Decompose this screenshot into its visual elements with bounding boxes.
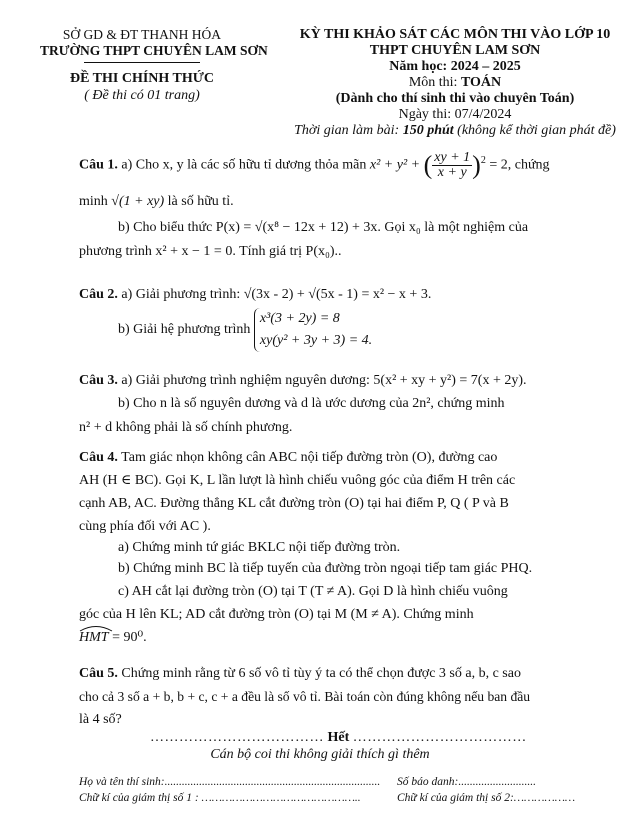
page-count-note: ( Đề thi có 01 trang) — [84, 88, 200, 103]
arc-label: HMT — [79, 630, 109, 645]
question-1-a: Câu 1. a) Cho x, y là các số hữu tỉ dương thỏa mãn x² + y² + ( $\frac{xy + 1}{x + y}$ )$^2$ = 2, chứng — [79, 149, 550, 180]
arc-mark-icon — [79, 624, 113, 632]
candidate-number-field: Số báo danh:........................... — [397, 776, 536, 788]
school-name: TRƯỜNG THPT CHUYÊN LAM SƠN — [40, 43, 268, 58]
question-4-c-line3 — [79, 627, 147, 649]
system-equation-2: xy(y² + 3y + 3) = 4. — [259, 333, 373, 348]
end-dots-left: ……………………………… — [150, 730, 324, 745]
question-1-sqrt-expression: √(1 + xy) — [111, 194, 165, 209]
question-3-a — [79, 370, 527, 392]
subject-line — [290, 75, 620, 91]
exam-date: Ngày thi: 07/4/2024 — [398, 107, 512, 122]
question-2-label: Câu 2. — [79, 287, 118, 302]
question-5-text: Chứng minh rằng từ 6 số vô tỉ tùy ý ta có thể chọn được 3 số a, b, c sao — [121, 666, 521, 681]
candidate-name-field: Họ và tên thí sinh:........................................................................... — [79, 776, 381, 788]
question-2-b — [118, 308, 372, 352]
exam-school: THPT CHUYÊN LAM SƠN — [369, 43, 541, 58]
header-divider-left — [84, 62, 200, 63]
question-5-line2: cho cả 3 số a + b, b + c, c + a đều là số vô tỉ. Bài toán còn đúng không nếu ban đầu — [79, 689, 531, 704]
question-3-label: Câu 3. — [79, 373, 118, 388]
arc-equals: = 90⁰. — [112, 630, 147, 645]
subject-label: Môn thi: — [408, 75, 458, 90]
question-4-a: a) Chứng minh tứ giác BKLC nội tiếp đường tròn. — [118, 540, 401, 555]
question-5-line3: là 4 số? — [79, 712, 122, 727]
question-1-b-line1: b) Cho biểu thức P(x) = √(x⁸ − 12x + 12) + 3x. Gọi x₀ là một nghiệm của — [118, 220, 529, 235]
question-3-a-text: a) Giải phương trình nghiệm nguyên dương: 5(x² + xy + y²) = 7(x + 2y). — [121, 373, 527, 388]
question-4-line3: cạnh AB, AC. Đường thẳng KL cắt đường tròn (O) tại hai điểm P, Q ( P và B — [79, 496, 509, 511]
fraction-denominator: x + y — [437, 164, 467, 180]
question-4-text: Tam giác nhọn không cân ABC nội tiếp đường tròn (O), đường cao — [121, 450, 498, 465]
arc-angle — [79, 627, 109, 649]
question-3-b-line2: n² + d không phải là số chính phương. — [79, 420, 293, 435]
department-name: SỞ GD & ĐT THANH HÓA — [62, 27, 222, 42]
question-4-line4: cùng phía đối với AC ). — [79, 519, 211, 534]
proctor-1-signature-field: Chữ kí của giám thị số 1 : ……………………………………….. — [79, 792, 361, 804]
school-year: Năm học: 2024 – 2025 — [389, 59, 521, 74]
exam-title: KỲ THI KHẢO SÁT CÁC MÔN THI VÀO LỚP 10 — [299, 27, 611, 42]
question-5-line1 — [79, 663, 521, 685]
question-5-label: Câu 5. — [79, 666, 118, 681]
proctor-2-signature-field: Chữ kí của giám thị số 2:……………… — [397, 792, 576, 804]
subject-value: TOÁN — [460, 75, 502, 90]
question-1-prove-word: minh — [79, 194, 108, 209]
question-2-a — [79, 284, 431, 306]
question-1-fraction — [432, 151, 472, 180]
time-suffix: (không kể thời gian phát đề) — [457, 123, 616, 138]
question-1-a-text: a) Cho x, y là các số hữu tỉ dương thỏa mãn — [121, 157, 367, 173]
question-1-formula-right: = 2, chứng — [489, 157, 550, 173]
question-1-b-line2: phương trình x² + x − 1 = 0. Tính giá trị P(x₀).. — [79, 244, 342, 259]
question-1-a-line2 — [79, 191, 234, 213]
question-2-a-text: a) Giải phương trình: √(3x - 2) + √(5x - 1) = x² − x + 3. — [121, 287, 432, 302]
question-1-prove-suffix: là số hữu tỉ. — [167, 194, 234, 209]
question-1-label: Câu 1. — [79, 157, 118, 173]
question-1-formula-left: x² + y² + — [369, 157, 421, 173]
question-4-b: b) Chứng minh BC là tiếp tuyến của đường tròn ngoại tiếp tam giác PHQ. — [118, 561, 533, 576]
question-4-c-line2: góc của H lên KL; AD cắt đường tròn (O) tại M (M ≠ A). Chứng minh — [79, 607, 474, 622]
question-3-b-line1: b) Cho n là số nguyên dương và d là ước dương của 2n², chứng minh — [118, 396, 505, 411]
time-prefix: Thời gian làm bài: — [294, 123, 400, 138]
question-4-line1 — [79, 447, 497, 469]
time-limit — [284, 123, 626, 139]
time-value: 150 phút — [402, 123, 454, 138]
official-label: ĐỀ THI CHÍNH THỨC — [69, 71, 215, 86]
question-4-c-line1: c) AH cắt lại đường tròn (O) tại T (T ≠ A). Gọi D là hình chiếu vuông — [118, 584, 508, 599]
target-candidates: (Dành cho thí sinh thi vào chuyên Toán) — [335, 91, 575, 106]
equation-system — [254, 308, 372, 352]
end-word: Hết — [327, 730, 350, 745]
system-equation-1: x³(3 + 2y) = 8 — [259, 311, 340, 326]
fraction-numerator: xy + 1 — [434, 149, 471, 165]
proctor-note: Cán bộ coi thi không giải thích gì thêm — [210, 747, 430, 762]
question-2-b-text: b) Giải hệ phương trình — [118, 322, 251, 337]
question-4-label: Câu 4. — [79, 450, 118, 465]
end-dots-right: ……………………………… — [352, 730, 527, 745]
question-4-line2: AH (H ∈ BC). Gọi K, L lần lượt là hình chiếu vuông góc của điểm H trên các — [79, 473, 516, 488]
